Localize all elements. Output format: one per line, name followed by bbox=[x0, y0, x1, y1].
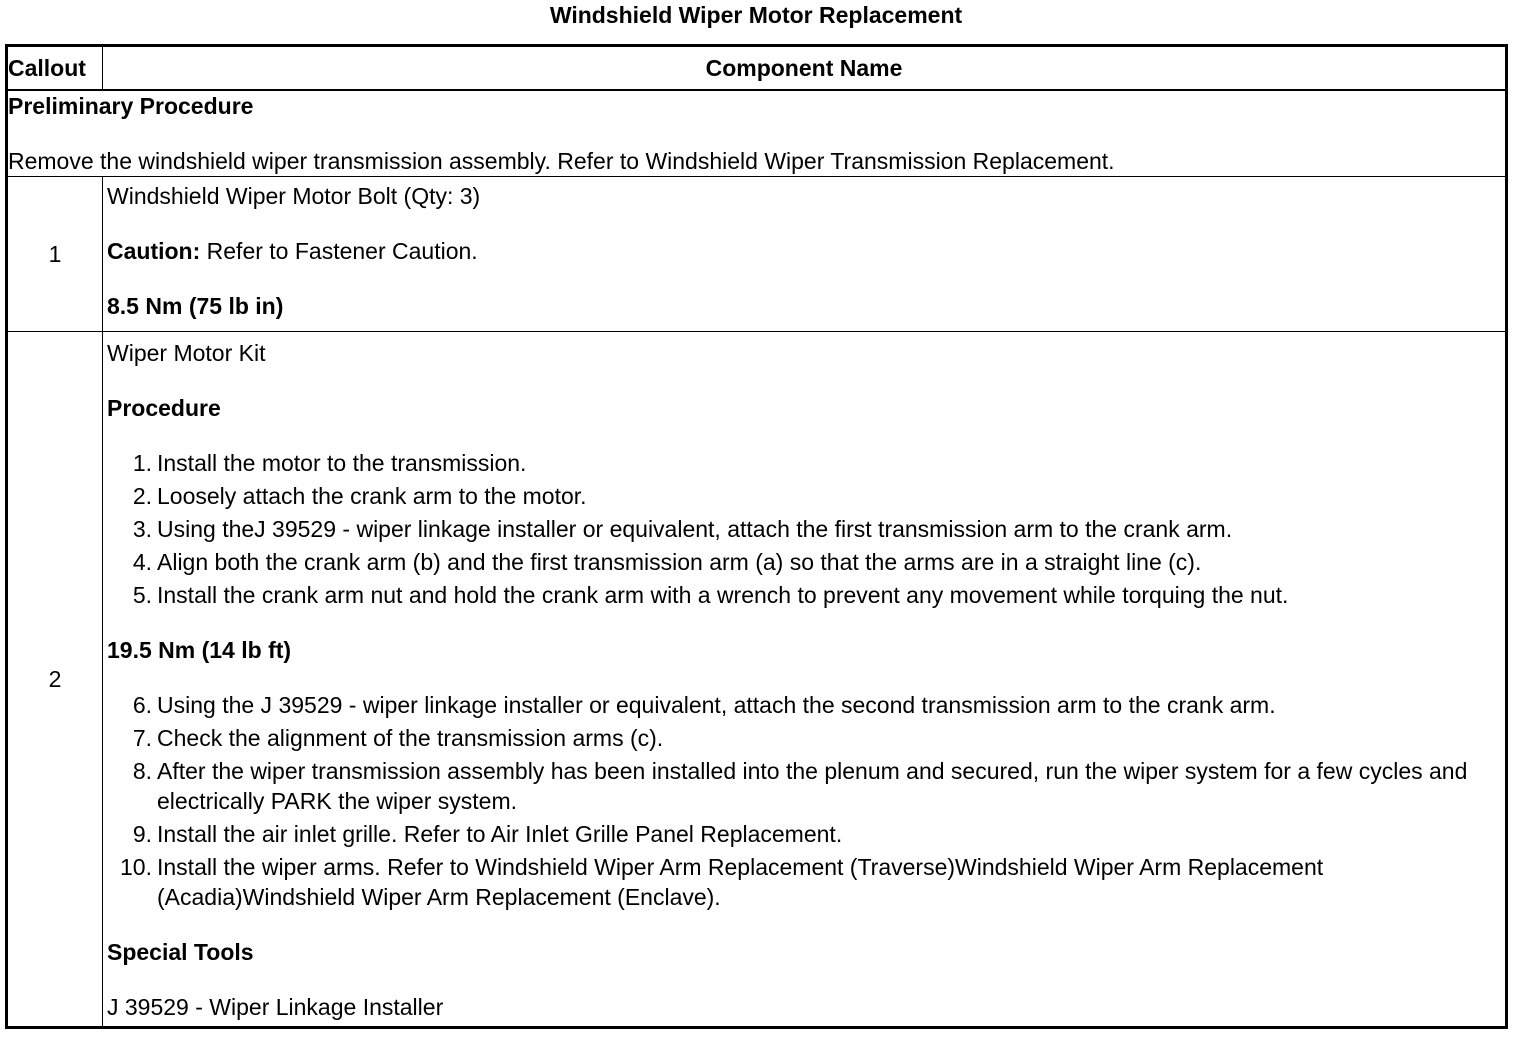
list-item bbox=[107, 580, 1505, 610]
component-name: Windshield Wiper Motor Bolt (Qty: 3) bbox=[107, 183, 481, 209]
component-name: Wiper Motor Kit bbox=[107, 340, 266, 366]
caution-text: Refer to Fastener Caution. bbox=[200, 238, 478, 264]
step-number: 7. bbox=[132, 725, 152, 751]
callout-number: 1 bbox=[7, 177, 103, 332]
step-text: After the wiper transmission assembly has been installed into the plenum and secured, run the wiper system for a few cycles and electrically PARK the wiper system. bbox=[157, 758, 1468, 814]
list-item bbox=[107, 448, 1505, 478]
list-item bbox=[107, 852, 1505, 912]
step-number: 10. bbox=[120, 854, 152, 880]
callout-number: 2 bbox=[7, 332, 103, 1028]
preliminary-heading: Preliminary Procedure bbox=[8, 93, 254, 119]
list-item bbox=[107, 690, 1505, 720]
special-tools-heading: Special Tools bbox=[107, 939, 254, 965]
step-number: 3. bbox=[132, 516, 152, 542]
step-text: Using the J 39529 - wiper linkage installer or equivalent, attach the second transmission arm to the crank arm. bbox=[157, 692, 1276, 718]
step-text: Install the air inlet grille. Refer to Air Inlet Grille Panel Replacement. bbox=[157, 821, 843, 847]
list-item bbox=[107, 723, 1505, 753]
procedure-table bbox=[5, 44, 1508, 1029]
step-number: 5. bbox=[132, 582, 152, 608]
step-text: Install the crank arm nut and hold the crank arm with a wrench to prevent any movement while torquing the nut. bbox=[157, 582, 1289, 608]
procedure-steps-list bbox=[107, 690, 1505, 912]
step-text: Align both the crank arm (b) and the first transmission arm (a) so that the arms are in a straight line (c). bbox=[157, 549, 1202, 575]
list-item bbox=[107, 547, 1505, 577]
step-text: Install the motor to the transmission. bbox=[157, 450, 527, 476]
step-text: Install the wiper arms. Refer to Windshield Wiper Arm Replacement (Traverse)Windshield Wiper Arm Replacement (Acadia)Windshield Wiper Arm Replacement (Enclave). bbox=[157, 854, 1324, 910]
step-number: 9. bbox=[132, 821, 152, 847]
component-column-header: Component Name bbox=[103, 46, 1507, 91]
list-item bbox=[107, 819, 1505, 849]
step-number: 1. bbox=[132, 450, 152, 476]
preliminary-cell bbox=[7, 90, 1507, 177]
procedure-heading: Procedure bbox=[107, 395, 221, 421]
step-text: Check the alignment of the transmission arms (c). bbox=[157, 725, 664, 751]
callout-column-header: Callout bbox=[7, 46, 103, 91]
table-row bbox=[7, 177, 1507, 332]
torque-spec: 8.5 Nm (75 lb in) bbox=[107, 293, 284, 319]
page-title: Windshield Wiper Motor Replacement bbox=[549, 2, 963, 28]
caution-note bbox=[107, 236, 1505, 266]
torque-spec: 19.5 Nm (14 lb ft) bbox=[107, 637, 292, 663]
list-item bbox=[107, 514, 1505, 544]
list-item bbox=[107, 756, 1505, 816]
step-number: 4. bbox=[132, 549, 152, 575]
preliminary-row bbox=[7, 90, 1507, 177]
step-number: 6. bbox=[132, 692, 152, 718]
table-row bbox=[7, 332, 1507, 1028]
component-cell bbox=[103, 332, 1507, 1028]
component-cell bbox=[103, 177, 1507, 332]
step-number: 8. bbox=[132, 758, 152, 784]
step-text: Using theJ 39529 - wiper linkage installer or equivalent, attach the first transmission arm to the crank arm. bbox=[157, 516, 1233, 542]
caution-label: Caution: bbox=[107, 238, 201, 264]
procedure-steps-list bbox=[107, 448, 1505, 610]
special-tool-item: J 39529 - Wiper Linkage Installer bbox=[107, 994, 444, 1020]
list-item bbox=[107, 481, 1505, 511]
step-number: 2. bbox=[132, 483, 152, 509]
step-text: Loosely attach the crank arm to the motor. bbox=[157, 483, 587, 509]
preliminary-text: Remove the windshield wiper transmission assembly. Refer to Windshield Wiper Transmission Replacement. bbox=[8, 148, 1115, 174]
table-header-row bbox=[7, 46, 1507, 91]
